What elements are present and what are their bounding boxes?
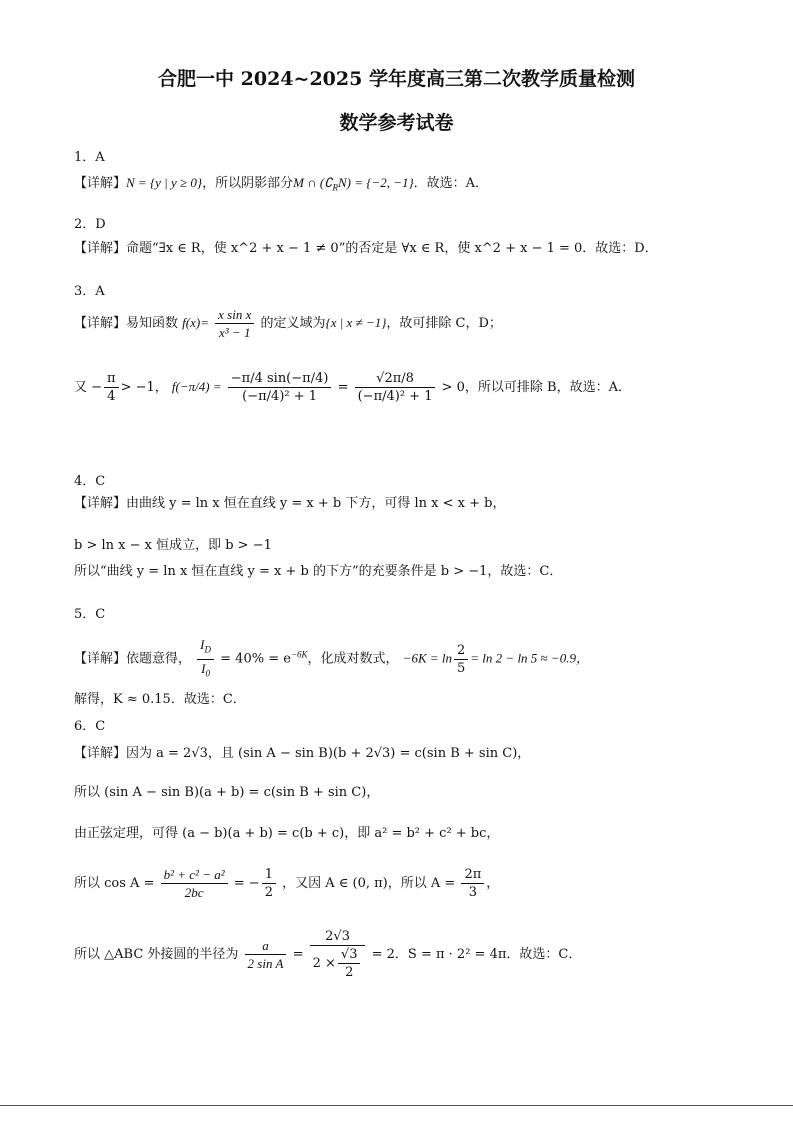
- q3-d1: (−π/4)² + 1: [242, 389, 318, 404]
- q3-text3: ，故可排除 C，D；: [386, 316, 502, 331]
- q5-two: 2: [454, 642, 468, 660]
- q1-expr2b: R: [332, 182, 338, 193]
- q1-text2: ．故选：A．: [413, 176, 489, 191]
- q5-text1: 依题意得，: [126, 651, 192, 667]
- q5-fn: I: [200, 637, 205, 652]
- q2-number: 2．D: [74, 217, 106, 232]
- q5-fd-sub: 0: [205, 668, 211, 679]
- q5-number: 5．C: [74, 607, 106, 622]
- q6-r2-inner-frac: [338, 946, 361, 981]
- q1-number: 1．A: [74, 150, 105, 165]
- q3-detail-line1: [74, 306, 502, 341]
- q4-number: 4．C: [74, 474, 106, 489]
- q3-fx: f(x)=: [182, 315, 209, 330]
- q6-r2-dd: 2: [345, 965, 354, 980]
- q6-line4-b: = −: [233, 876, 260, 891]
- q5-line2: 解得，K ≈ 0.15．故选：C．: [74, 692, 246, 707]
- q6-ans-den: 3: [468, 885, 477, 900]
- q6-ans-frac: [461, 866, 484, 901]
- q3-n2: √2π/8: [355, 370, 436, 388]
- q5-frac: [197, 636, 214, 682]
- q5-five: 5: [457, 660, 466, 676]
- q6-line5-b: = 2．S = π · 2² = 4π．故选：C．: [371, 947, 582, 962]
- q5-frac-den: [197, 660, 214, 683]
- q3-tag: 【详解】: [74, 316, 127, 331]
- q6-line5-a: 所以 △ABC 外接圆的半径为: [74, 947, 239, 962]
- q5-text5: = ln 2 − ln 5 ≈ −0.9，: [470, 650, 589, 666]
- q4-line1-text: 由曲线 y = ln x 恒在直线 y = x + b 下方，可得 ln x < x + b，: [126, 496, 506, 511]
- q5-text2: = 40% = e: [220, 651, 291, 667]
- q6-cos-den: 2bc: [184, 885, 204, 900]
- q3-line2-c: > 0，所以可排除 B，故选：A．: [441, 380, 631, 395]
- q5-frac-num: [197, 636, 214, 660]
- q3-pi-frac: [104, 370, 119, 405]
- q1-detail: [74, 175, 488, 196]
- q5-exp: −6K: [290, 649, 308, 660]
- q6-one: 1: [262, 866, 276, 884]
- q3-domain: {x | x ≠ −1}: [325, 315, 387, 330]
- q6-r2-den: [310, 946, 366, 981]
- q2-tag: 【详解】: [74, 241, 127, 256]
- page-title: 合肥一中 2024~2025 学年度高三第二次教学质量检测: [158, 68, 635, 90]
- q3-pi: π: [104, 370, 119, 388]
- q3-big-frac-1: [228, 370, 332, 405]
- q6-r-den: 2 sin A: [247, 956, 284, 971]
- q6-line3: 由正弦定理，可得 (a − b)(a + b) = c(b + c)，即 a² = b² + c² + bc，: [74, 826, 500, 841]
- q6-line4-c: ，又因 A ∈ (0, π)，所以 A =: [282, 876, 456, 891]
- q1-text1: ，所以阴影部分: [202, 176, 294, 191]
- q3-number: 3．A: [74, 284, 105, 299]
- q3-big-frac-2: [355, 370, 436, 405]
- q5-two-fifths: [454, 642, 468, 677]
- page-bottom-rule: [0, 1105, 793, 1106]
- q4-line2: b > ln x − x 恒成立，即 b > −1: [74, 538, 272, 553]
- q6-r-num: a: [245, 937, 287, 955]
- q3-detail-line2: [74, 370, 631, 405]
- q6-cos-num: b² + c² − a²: [161, 866, 228, 884]
- q6-line5: [74, 928, 581, 981]
- q6-line4-e: ，: [486, 876, 500, 891]
- q4-tag: 【详解】: [74, 496, 127, 511]
- q6-r-frac: [245, 937, 287, 972]
- q3-frac-den: x³ − 1: [219, 325, 251, 340]
- q6-r2-num: 2√3: [310, 928, 366, 946]
- q3-text1: 易知函数: [126, 316, 179, 331]
- q3-eq: =: [337, 380, 349, 395]
- q3-line2-b: > −1，: [120, 380, 168, 395]
- q2-text: 命题“∃x ∈ R，使 x^2 + x − 1 ≠ 0”的否定是 ∀x ∈ R，使 x^2 + x − 1 = 0．故选：D．: [126, 241, 658, 256]
- q4-line3: 所以“曲线 y = ln x 恒在直线 y = x + b 的下方”的充要条件是 b > −1，故选：C．: [74, 564, 563, 579]
- q4-line1: [74, 496, 505, 512]
- q3-f-neg: f(−π/4) =: [171, 379, 222, 394]
- q1-expr: N = {y | y ≥ 0}: [126, 175, 203, 190]
- q3-d2: (−π/4)² + 1: [357, 389, 433, 404]
- q5-detail: [74, 636, 589, 682]
- q6-line4: [74, 866, 499, 901]
- q3-n1: −π/4 sin(−π/4): [228, 370, 332, 388]
- q6-two: 2: [264, 885, 273, 900]
- q2-detail: [74, 241, 658, 257]
- q6-line4-a: 所以 cos A =: [74, 876, 155, 891]
- q6-cos-frac: [161, 866, 228, 901]
- q3-frac-num: x sin x: [215, 306, 254, 324]
- q6-line1: [74, 746, 530, 762]
- q6-line1-text: 因为 a = 2√3，且 (sin A − sin B)(b + 2√3) = c(sin B + sin C)，: [126, 746, 531, 761]
- q1-expr2: M ∩ (∁: [293, 175, 333, 190]
- q5-tag: 【详解】: [74, 651, 127, 667]
- q5-fd: I: [201, 660, 206, 676]
- q5-fn-sub: D: [204, 644, 212, 655]
- q6-line2: 所以 (sin A − sin B)(a + b) = c(sin B + sin C)，: [74, 785, 380, 800]
- page-subtitle: 数学参考试卷: [339, 112, 454, 134]
- q3-four: 4: [107, 389, 116, 404]
- q3-text2: 的定义域为: [260, 316, 326, 331]
- q1-tag: 【详解】: [74, 176, 127, 191]
- q6-number: 6．C: [74, 719, 106, 734]
- q3-fraction: [215, 306, 254, 341]
- q3-line2-a: 又 −: [74, 380, 103, 395]
- q6-r2-dn: √3: [338, 946, 361, 964]
- q6-half: [262, 866, 276, 901]
- q6-ans-num: 2π: [461, 866, 484, 884]
- q1-expr2c: N) = {−2, −1}: [337, 175, 414, 190]
- q6-r2-d1: 2 ×: [312, 956, 336, 971]
- q5-text4: −6K = ln: [402, 650, 452, 666]
- q5-text3: ，化成对数式，: [307, 651, 399, 667]
- q6-r2-frac: [310, 928, 366, 981]
- q6-r-eq: =: [292, 947, 304, 962]
- q6-tag: 【详解】: [74, 746, 127, 761]
